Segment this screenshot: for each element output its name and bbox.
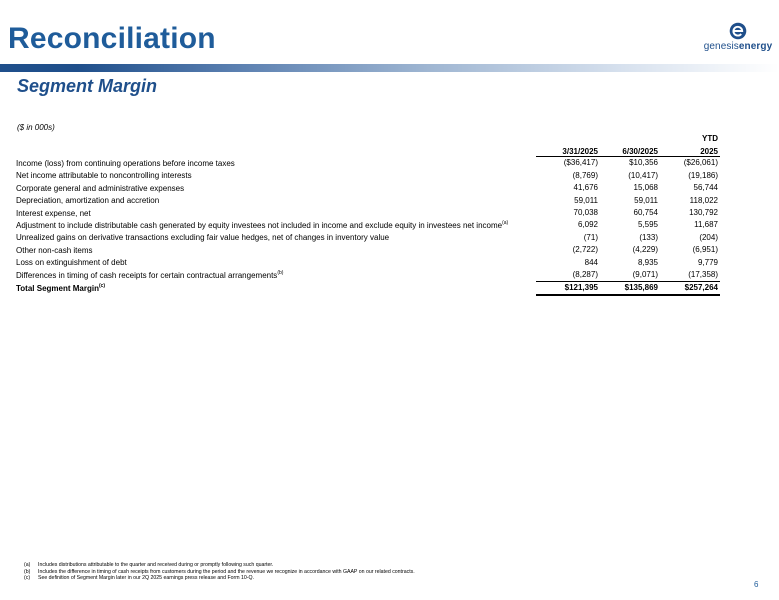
- table-row: [14, 182, 720, 194]
- footnote: (c) See definition of Segment Margin later in our 2Q 2025 earnings press release and Form 10-Q.: [24, 575, 254, 582]
- page-number: 6: [754, 580, 759, 589]
- cell-ytd: ($26,061): [683, 158, 718, 168]
- cell-q2: (10,417): [628, 170, 658, 180]
- table-row: [14, 268, 720, 281]
- row-label: Loss on extinguishment of debt: [16, 258, 127, 268]
- footnotes: [24, 562, 415, 582]
- table-row: [14, 244, 720, 256]
- footnote: (b) Includes the difference in timing of cash receipts from customers during the period and the revenue we recognize in accordance with GAAP on our related contracts.: [24, 568, 415, 575]
- total-row: [14, 281, 720, 295]
- cell-q2: (9,071): [600, 268, 660, 281]
- cell-ytd: 118,022: [689, 195, 718, 205]
- table-row: [14, 169, 720, 181]
- column-header-q2: 6/30/2025: [600, 143, 660, 156]
- row-label: Other non-cash items: [16, 245, 93, 255]
- cell-q2: 5,595: [637, 220, 658, 230]
- cell-q2: 15,068: [633, 183, 658, 193]
- row-label: Income (loss) from continuing operations before income taxes: [16, 158, 235, 168]
- cell-ytd: 56,744: [693, 183, 718, 193]
- cell-q1: 70,038: [573, 208, 598, 218]
- cell-ytd: 130,792: [689, 208, 718, 218]
- reconciliation-table: [14, 131, 720, 296]
- row-label: Net income attributable to noncontrolling interests: [16, 171, 192, 181]
- table-row: [14, 156, 720, 169]
- table-header-row: [14, 143, 720, 156]
- cell-q2: $10,356: [629, 158, 658, 168]
- cell-q1: (2,722): [572, 245, 598, 255]
- units-note: ($ in 000s): [17, 123, 55, 132]
- cell-q1: 6,092: [577, 220, 598, 230]
- total-ytd: $257,264: [660, 281, 720, 295]
- cell-ytd: 9,779: [697, 257, 718, 267]
- cell-q1: (8,287): [536, 268, 600, 281]
- cell-ytd: (204): [699, 232, 718, 242]
- company-logo: [703, 22, 773, 52]
- table-header-row: [14, 131, 720, 143]
- row-label: Corporate general and administrative expenses: [16, 183, 185, 193]
- table-row: [14, 219, 720, 231]
- column-header-ytd: YTD: [702, 134, 718, 144]
- table-row: [14, 206, 720, 218]
- cell-q2: (4,229): [632, 245, 658, 255]
- row-label: Depreciation, amortization and accretion: [16, 196, 160, 206]
- row-label: Differences in timing of cash receipts for certain contractual arrangements$^{(b)}$: [16, 269, 284, 280]
- total-label: Total Segment Margin$^{(c)}$: [16, 283, 106, 294]
- page-title: Reconciliation: [8, 22, 216, 55]
- row-label: Adjustment to include distributable cash generated by equity investees not included in income and exclude equity in investees net income$^{(a)}$: [16, 219, 509, 230]
- row-label: Unrealized gains on derivative transactions excluding fair value hedges, net of changes in inventory value: [16, 233, 390, 243]
- logo-wordmark: genesisenergy: [703, 41, 773, 52]
- cell-q1: (8,769): [572, 170, 598, 180]
- title-divider: [0, 64, 779, 72]
- cell-ytd: (6,951): [692, 245, 718, 255]
- cell-ytd: (17,358): [660, 268, 720, 281]
- column-header-year: 2025: [660, 143, 720, 156]
- genesis-e-icon: [729, 22, 747, 40]
- cell-q1: 41,676: [573, 183, 598, 193]
- table-row: [14, 231, 720, 243]
- row-label: Interest expense, net: [16, 208, 91, 218]
- cell-q1: 59,011: [574, 195, 598, 205]
- footnote: (a) Includes distributions attributable to the quarter and received during or promptly following such quarter.: [24, 562, 274, 568]
- cell-q2: 8,935: [637, 257, 658, 267]
- cell-q2: (133): [639, 232, 658, 242]
- total-q1: $121,395: [536, 281, 600, 295]
- table-row: [14, 256, 720, 268]
- cell-q2: 59,011: [634, 195, 658, 205]
- cell-ytd: (19,186): [688, 170, 718, 180]
- table-row: [14, 194, 720, 206]
- cell-q1: 844: [584, 257, 598, 267]
- cell-ytd: 11,687: [694, 220, 718, 230]
- total-q2: $135,869: [600, 281, 660, 295]
- page-subtitle: Segment Margin: [17, 76, 158, 96]
- cell-q2: 60,754: [633, 208, 658, 218]
- column-header-q1: 3/31/2025: [536, 143, 600, 156]
- cell-q1: (71): [583, 232, 598, 242]
- cell-q1: ($36,417): [563, 158, 598, 168]
